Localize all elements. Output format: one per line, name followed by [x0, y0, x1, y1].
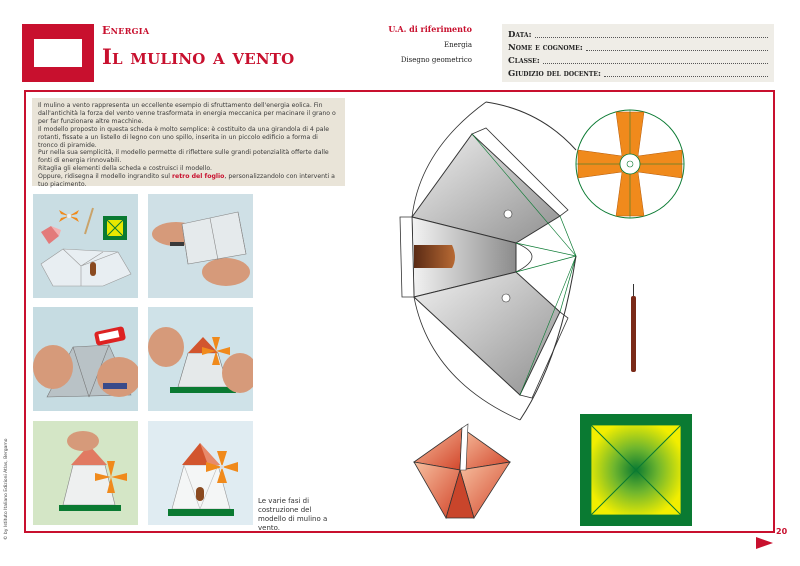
- intro-paragraph-5: Oppure, ridisegna il modello ingrandito sul retro del foglio, personalizzandolo con interventi a tuo piacimento.: [38, 173, 335, 189]
- back-of-sheet-highlight: retro del foglio: [171, 173, 225, 181]
- ua-item-energia: Energia: [444, 41, 472, 49]
- windmill-base-piece: [580, 414, 692, 526]
- ua-title: U.A. di riferimento: [388, 24, 472, 34]
- photo-caption: Le varie fasi di costruzione del modello di mulino a vento.: [258, 497, 328, 532]
- wooden-stick-piece: [631, 284, 636, 372]
- side-credit: © by Istituto Italiano Edizioni Atlas, Bergamo: [4, 438, 9, 540]
- date-label: Data:: [508, 30, 532, 40]
- ua-item-disegno: Disegno geometrico: [400, 56, 472, 64]
- windmill-roof-piece: [414, 424, 510, 518]
- windmill-blades-piece: [576, 110, 684, 218]
- page-number: 20: [776, 527, 788, 536]
- class-label: Classe:: [508, 56, 540, 66]
- section-label: Energia: [102, 24, 150, 37]
- intro-paragraph-3: Pur nella sua semplicità, il modello permette di riflettere sulle grandi potenzialità offerte dalle fonti di energia rinnovabili.: [38, 149, 329, 165]
- intro-paragraph-4: Ritaglia gli elementi della scheda e costruisci il modello.: [38, 165, 213, 173]
- next-page-arrow-icon[interactable]: [756, 537, 773, 549]
- page-title: Il mulino a vento: [102, 44, 295, 69]
- intro-paragraph-2: Il modello proposto in questa scheda è molto semplice: è costituito da una girandola di 4 pale rotanti, fissate a un listello di legno con uno spillo, inserita in un piccolo edificio a forma di tronco di piramide.: [38, 125, 330, 149]
- intro-paragraph-1: Il mulino a vento rappresenta un eccellente esempio di sfruttamento dell'energia eolica. Fin dall'antichità la forza del vento venne trasformata in energia meccanica per macinare il grano o per far funzionare altre macchine.: [38, 102, 336, 125]
- name-label: Nome e cognome:: [508, 43, 583, 53]
- windmill-walls-piece: [400, 102, 576, 420]
- grade-label: Giudizio del docente:: [508, 69, 602, 79]
